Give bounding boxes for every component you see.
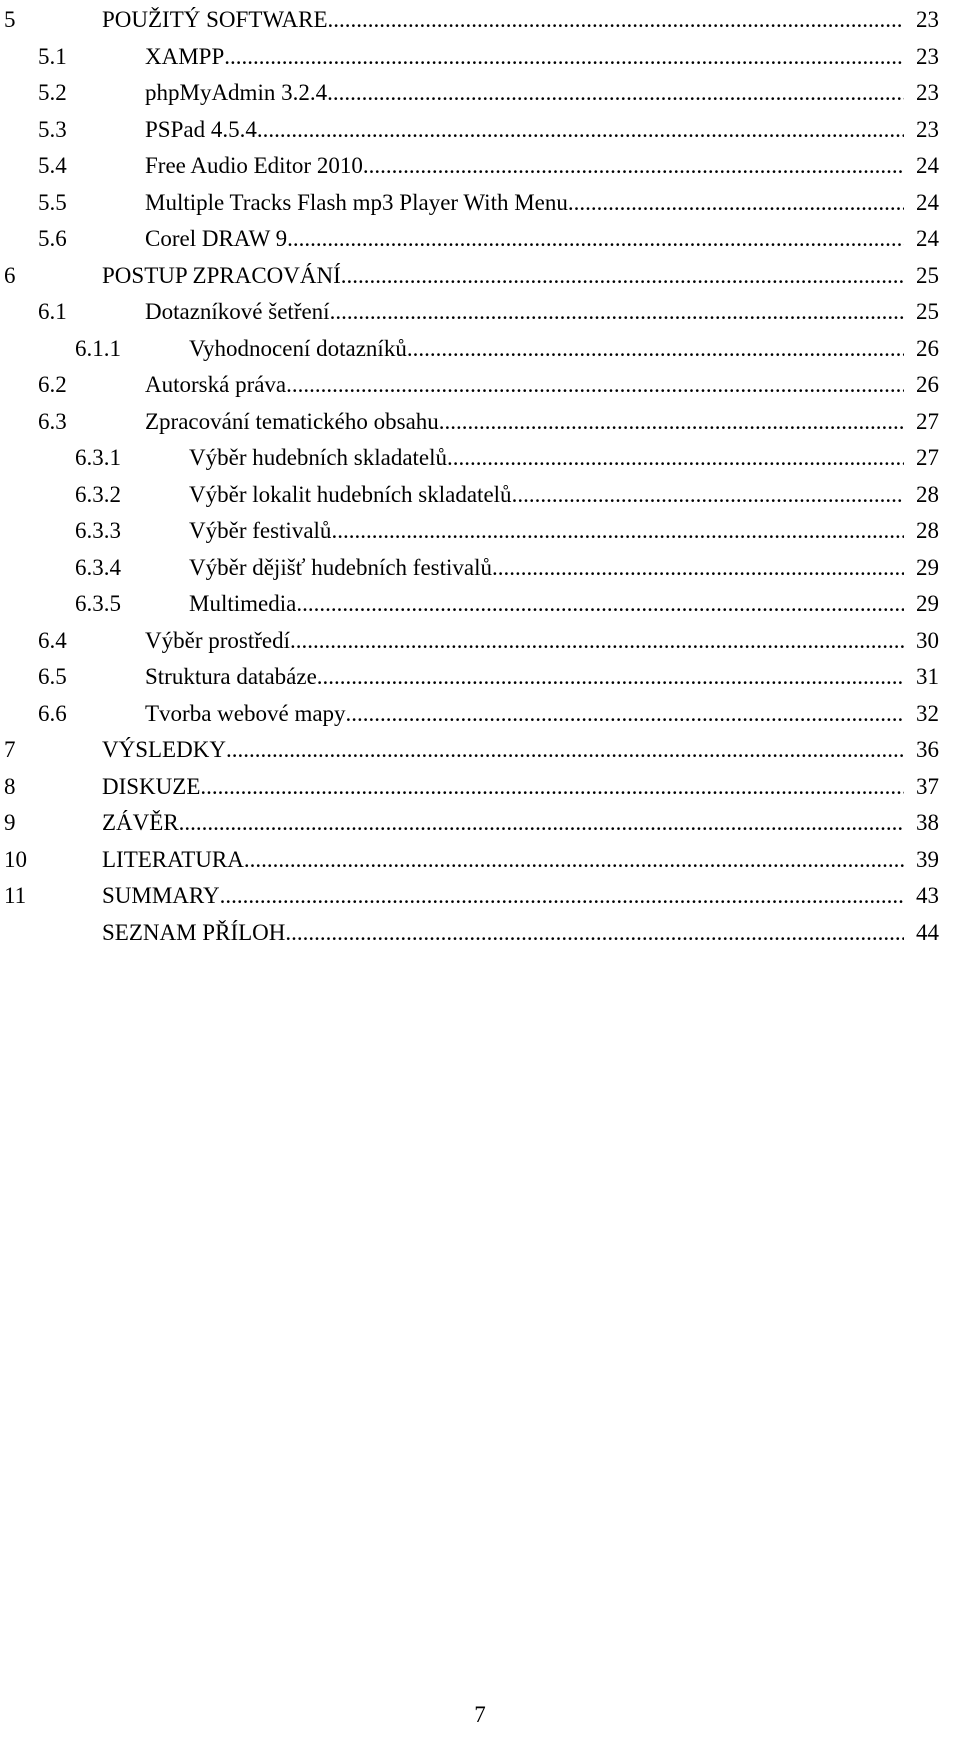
toc-entry[interactable] [0,110,960,150]
toc-entry-number: 5.4 [38,153,67,178]
toc-dot-leader [439,402,904,442]
toc-entry-title-text: POUŽITÝ SOFTWARE [102,0,328,40]
page-number: 7 [474,1702,486,1727]
toc-entry-page: 31 [916,664,939,689]
toc-entry-page: 32 [916,700,939,726]
toc-entry[interactable] [0,584,960,624]
toc-dot-leader [346,694,904,734]
toc-entry-number: 11 [4,883,27,908]
toc-dot-leader [286,365,904,405]
toc-entry-title [189,475,904,515]
toc-entry-number: 6.4 [38,627,67,653]
toc-entry-page: 23 [916,43,939,69]
toc-entry-title [102,730,904,770]
toc-entry-title [189,438,904,478]
toc-entry[interactable] [0,329,960,369]
toc-entry-page: 24 [916,189,939,215]
toc-entry-title [145,146,904,186]
toc-entry[interactable] [0,37,960,77]
toc-entry[interactable] [0,876,960,916]
toc-entry-number: 9 [4,810,16,835]
toc-dot-leader [290,621,904,661]
toc-entry-number: 6.5 [38,664,67,689]
toc-dot-leader [407,329,904,369]
toc-entry-page: 25 [916,262,939,288]
toc-entry[interactable] [0,256,960,296]
toc-entry-title-text: XAMPP [145,37,224,77]
toc-entry-number: 6.6 [38,700,67,726]
toc-entry-title-text: VÝSLEDKY [102,730,226,770]
toc-entry-number: 5.1 [38,43,67,69]
toc-entry[interactable] [0,73,960,113]
toc-entry-title [145,621,904,661]
toc-entry-page: 24 [916,226,939,251]
toc-entry-title [102,876,904,916]
toc-entry[interactable] [0,803,960,843]
toc-entry-title [102,0,904,40]
toc-entry-number: 5.6 [38,226,67,251]
toc-entry-title-text: PSPad 4.5.4 [145,110,257,150]
toc-entry-page: 28 [916,481,939,507]
toc-entry-title-text: Corel DRAW 9 [145,219,287,259]
toc-entry-title [189,329,904,369]
toc-entry-title [145,37,904,77]
toc-entry-title [189,548,904,588]
toc-entry-title [145,657,904,697]
toc-entry-number: 5.3 [38,116,67,142]
toc-entry-title [145,183,904,223]
toc-entry-title [145,402,904,442]
toc-entry-page: 23 [916,7,939,32]
toc-entry[interactable] [0,365,960,405]
toc-entry-title-text: DISKUZE [102,767,200,807]
toc-entry-title [189,511,904,551]
toc-entry[interactable] [0,438,960,478]
toc-entry-page: 27 [916,408,939,434]
toc-entry-title [189,584,904,624]
toc-entry-title-text: Dotazníkové šetření [145,292,330,332]
toc-dot-leader [330,292,904,332]
toc-dot-leader [327,73,904,113]
toc-entry-number: 8 [4,773,16,799]
toc-entry[interactable] [0,657,960,697]
toc-entry[interactable] [0,767,960,807]
toc-entry[interactable] [0,840,960,880]
toc-dot-leader [512,475,904,515]
toc-entry-title [102,913,904,953]
toc-entry-title-text: Vyhodnocení dotazníků [189,329,407,369]
toc-dot-leader [244,840,904,880]
toc-entry-number: 6.3.5 [75,591,121,616]
toc-dot-leader [447,438,904,478]
toc-entry[interactable] [0,730,960,770]
toc-entry-number: 10 [4,846,27,872]
toc-entry-title-text: Tvorba webové mapy [145,694,346,734]
toc-entry-number: 6.3.2 [75,481,121,507]
toc-entry-title [145,292,904,332]
toc-entry-page: 28 [916,518,939,543]
toc-entry-page: 25 [916,299,939,324]
toc-dot-leader [179,803,904,843]
toc-entry-title-text: Výběr hudebních skladatelů [189,438,447,478]
toc-entry-title-text: SEZNAM PŘÍLOH [102,913,285,953]
toc-entry-title [145,73,904,113]
toc-entry-number: 6.1.1 [75,335,121,361]
toc-entry-page: 29 [916,554,939,580]
toc-dot-leader [287,219,904,259]
toc-entry-page: 23 [916,116,939,142]
toc-dot-leader [341,256,904,296]
toc-dot-leader [568,183,904,223]
toc-entry-number: 6 [4,262,16,288]
toc-entry-page: 26 [916,372,939,397]
toc-entry-title [145,694,904,734]
toc-entry-page: 24 [916,153,939,178]
toc-entry-title-text: Struktura databáze [145,657,317,697]
toc-dot-leader [224,37,904,77]
toc-entry-title-text: Multimedia [189,584,296,624]
toc-entry-page: 29 [916,591,939,616]
toc-entry-title [145,110,904,150]
toc-entry-title-text: Autorská práva [145,365,286,405]
toc-entry-page: 36 [916,737,939,762]
toc-entry-title-text: Výběr prostředí [145,621,290,661]
toc-dot-leader [226,730,904,770]
toc-entry[interactable] [0,146,960,186]
toc-dot-leader [285,913,904,953]
toc-entry-title-text: Výběr festivalů [189,511,331,551]
toc-entry-number: 6.3.1 [75,445,121,470]
toc-dot-leader [331,511,904,551]
toc-entry-number: 6.2 [38,372,67,397]
toc-dot-leader [200,767,904,807]
toc-entry-number: 6.3.3 [75,518,121,543]
toc-dot-leader [220,876,904,916]
toc-entry-title-text: SUMMARY [102,876,220,916]
toc-entry-title [102,803,904,843]
toc-entry-title-text: LITERATURA [102,840,244,880]
toc-entry-title [102,256,904,296]
toc-entry-page: 43 [916,883,939,908]
toc-entry-page: 23 [916,80,939,105]
toc-entry[interactable] [0,548,960,588]
toc-entry-title-text: Free Audio Editor 2010 [145,146,363,186]
toc-entry[interactable] [0,621,960,661]
toc-entry[interactable] [0,511,960,551]
toc-entry-number: 5.2 [38,80,67,105]
toc-entry-title-text: Výběr dějišť hudebních festivalů [189,548,492,588]
toc-dot-leader [317,657,904,697]
toc-entry-title-text: ZÁVĚR [102,803,179,843]
toc-entry[interactable] [0,183,960,223]
toc-entry-title [145,219,904,259]
toc-entry-title-text: Výběr lokalit hudebních skladatelů [189,475,512,515]
toc-entry-page: 38 [916,810,939,835]
toc-entry[interactable] [0,913,960,953]
toc-entry[interactable] [0,402,960,442]
toc-entry[interactable] [0,475,960,515]
toc-entry-page: 26 [916,335,939,361]
toc-entry-page: 27 [916,445,939,470]
toc-entry-title-text: Multiple Tracks Flash mp3 Player With Menu [145,183,568,223]
toc-dot-leader [492,548,904,588]
toc-entry[interactable] [0,219,960,259]
toc-dot-leader [296,584,904,624]
toc-entry-number: 5 [4,7,16,32]
toc-entry-title-text: POSTUP ZPRACOVÁNÍ [102,256,341,296]
toc-entry-title-text: Zpracování tematického obsahu [145,402,439,442]
toc-entry-title-text: phpMyAdmin 3.2.4 [145,73,327,113]
toc-entry[interactable] [0,0,960,40]
toc-entry-number: 6.3.4 [75,554,121,580]
toc-entry-page: 30 [916,627,939,653]
toc-entry-number: 6.3 [38,408,67,434]
toc-entry[interactable] [0,694,960,734]
toc-entry-page: 44 [916,919,939,945]
toc-dot-leader [363,146,904,186]
toc-entry[interactable] [0,292,960,332]
toc-entry-title [102,767,904,807]
toc-entry-number: 7 [4,737,16,762]
toc-entry-page: 37 [916,773,939,799]
toc-entry-page: 39 [916,846,939,872]
toc-entry-title [145,365,904,405]
toc-entry-title [102,840,904,880]
toc-dot-leader [257,110,904,150]
toc-dot-leader [328,0,904,40]
toc-entry-number: 6.1 [38,299,67,324]
toc-entry-number: 5.5 [38,189,67,215]
